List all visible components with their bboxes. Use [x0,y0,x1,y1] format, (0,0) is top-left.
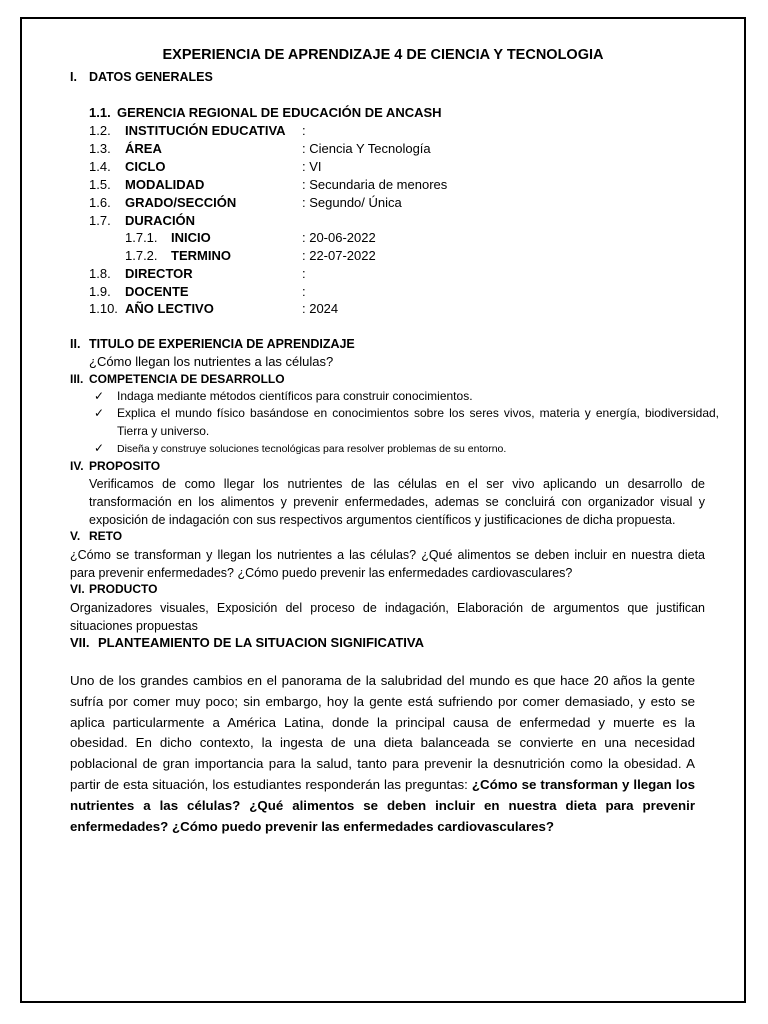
row-label: GRADO/SECCIÓN [125,195,237,210]
reto-text: ¿Cómo se transforman y llegan los nutrientes a las células? ¿Qué alimentos se deben incluir en nuestra dieta para prevenir enfermedades? ¿Cómo puedo prevenir las enfermedades cardiovasculares? [70,548,705,580]
row-value: : 2024 [302,301,339,316]
row-number: 1.10. [89,301,118,316]
row-label: MODALIDAD [125,177,205,192]
row-number: 1.7.2. [125,248,158,263]
datos-row-ano-lectivo [22,301,744,319]
datos-row-director [22,266,744,284]
row-number: 1.6. [89,195,111,210]
situacion-significativa-paragraph [70,671,695,837]
datos-row-inicio [22,230,744,248]
row-label: DURACIÓN [125,213,196,228]
row-label: TERMINO [171,248,231,263]
row-label: DOCENTE [125,284,189,299]
row-number: 1.4. [89,159,111,174]
situacion-questions: ¿Cómo se transforman y llegan los nutrientes a las células? ¿Qué alimentos se deben incluir en nuestra dieta para prevenir enfermedades? ¿Cómo puedo prevenir las enfermedades cardiovasculares? [70,776,695,834]
datos-row-institucion [22,123,744,141]
section-7-number: VII. [70,635,90,650]
row-value: : Segundo/ Única [302,195,402,210]
section-1-number: I. [70,70,77,84]
row-label: ÁREA [125,141,162,156]
section-5-number: V. [70,529,81,543]
row-label: INSTITUCIÓN EDUCATIVA [125,123,286,138]
competencia-item: Diseña y construye soluciones tecnológicas para resolver problemas de su entorno. [117,443,507,455]
section-6-heading: PRODUCTO [89,582,158,596]
proposito-text: Verificamos de como llegar los nutrientes de las células en el ser vivo aplicando un desarrollo de transformación en los alimentos y prevenir enfermedades, ademas se concluirá con organizador visual y exposición de indagación con sus respectivos argumentos científicos y justificaciones de dicha propuesta. [89,477,705,527]
row-number: 1.3. [89,141,111,156]
competencia-item: Explica el mundo físico basándose en conocimientos sobre los seres vivos, materia y energía, biodiversidad, Tierra y universo. [117,406,719,438]
row-number: 1.7.1. [125,230,158,245]
section-6-number: VI. [70,582,85,596]
row-value: : [302,284,306,299]
row-value: : Ciencia Y Tecnología [302,141,431,156]
row-label: GERENCIA REGIONAL DE EDUCACIÓN DE ANCASH [117,105,442,120]
section-3-heading: COMPETENCIA DE DESARROLLO [89,372,285,386]
row-value: : VI [302,159,322,174]
competencia-item: Indaga mediante métodos científicos para construir conocimientos. [117,389,473,403]
datos-row-ciclo [22,159,744,177]
row-value: : 22-07-2022 [302,248,376,263]
row-label: CICLO [125,159,166,174]
datos-row-grado [22,195,744,213]
datos-row-area [22,141,744,159]
situacion-text: Uno de los grandes cambios en el panorama de la salubridad del mundo es que hace 20 años la gente sufría por comer muy poco; sin embargo, hoy la gente está sufriendo por comer demasiado, y esto se aplica particularmente a América Latina, donde la principal causa de enfermedad y muerte es la obesidad. En dicho contexto, la ingesta de una dieta balanceada se convierte en una necesidad poblacional de gran importancia para la salud, tanto para prevenir la desnutrición como la obesidad. A partir de esta situación, los estudiantes responderán las preguntas: [70,673,695,792]
datos-row-gerencia [22,105,744,123]
section-5-heading: RETO [89,529,123,543]
section-7-heading: PLANTEAMIENTO DE LA SITUACION SIGNIFICATIVA [98,635,424,650]
datos-row-termino [22,248,744,266]
section-2-number: II. [70,337,81,351]
section-3-number: III. [70,372,84,386]
row-number: 1.9. [89,284,111,299]
document-page [20,17,746,1003]
producto-text: Organizadores visuales, Exposición del proceso de indagación, Elaboración de argumentos que justifican situaciones propuestas [70,601,705,633]
row-number: 1.5. [89,177,111,192]
section-4-number: IV. [70,459,84,473]
check-icon: ✓ [94,406,105,420]
row-label: AÑO LECTIVO [125,301,214,316]
section-2-heading: TITULO DE EXPERIENCIA DE APRENDIZAJE [89,337,355,351]
check-icon: ✓ [94,389,105,403]
datos-row-docente [22,284,744,302]
datos-row-duracion [22,213,744,231]
document-title: EXPERIENCIA DE APRENDIZAJE 4 DE CIENCIA Y TECNOLOGIA [162,47,604,63]
row-number: 1.2. [89,123,111,138]
row-number: 1.1. [89,105,111,120]
row-number: 1.8. [89,266,111,281]
row-value: : 20-06-2022 [302,230,376,245]
row-label: DIRECTOR [125,266,193,281]
experience-title-text: ¿Cómo llegan los nutrientes a las células? [89,354,334,369]
row-value: : Secundaria de menores [302,177,448,192]
row-value: : [302,266,306,281]
row-value: : [302,123,306,138]
section-4-heading: PROPOSITO [89,459,161,473]
section-1-heading: DATOS GENERALES [89,70,213,84]
check-icon: ✓ [94,441,105,455]
datos-row-modalidad [22,177,744,195]
row-label: INICIO [171,230,211,245]
row-number: 1.7. [89,213,111,228]
